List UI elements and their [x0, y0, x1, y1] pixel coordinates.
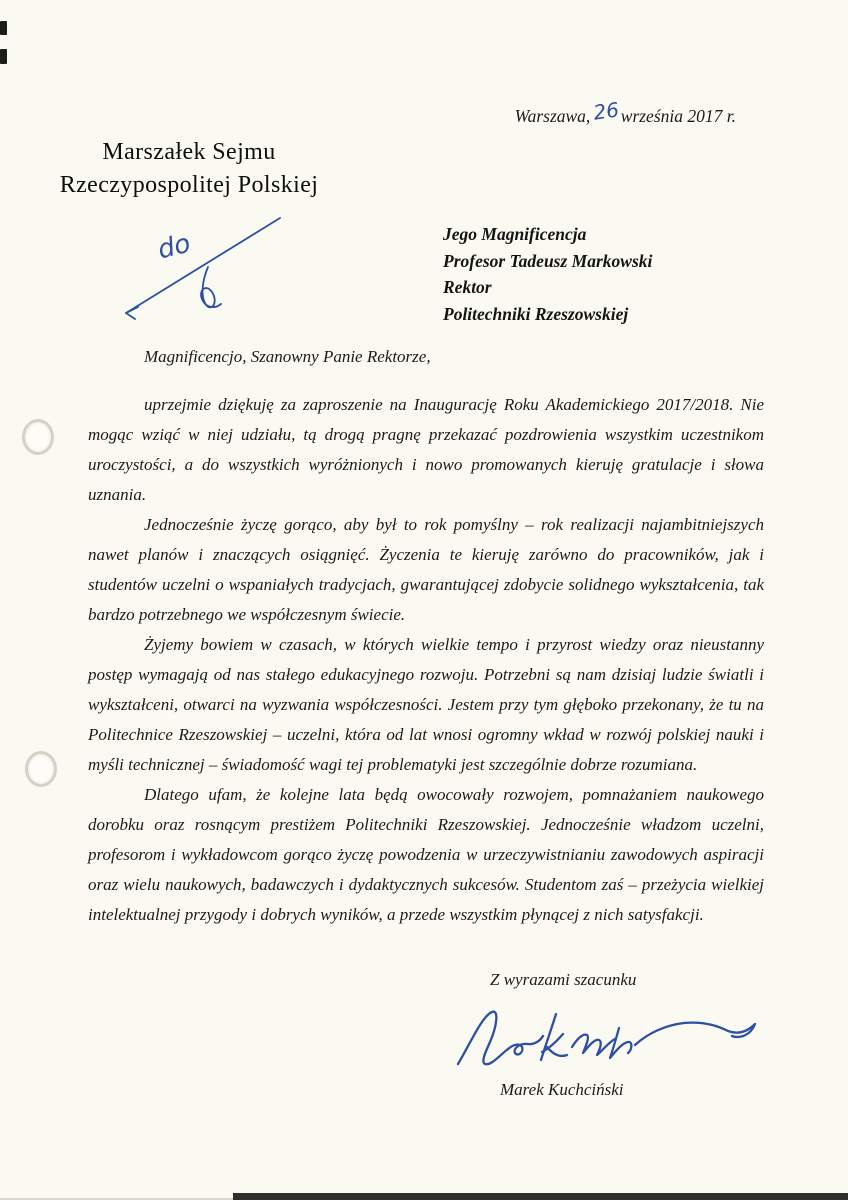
scan-bottom-bar: [233, 1193, 848, 1200]
letter-body: [88, 342, 764, 930]
signatory-name: Marek Kuchciński: [500, 1080, 624, 1099]
scan-edge-mark: [0, 21, 7, 35]
paragraph-2: Jednocześnie życzę gorąco, aby był to rok pomyślny – rok realizacji najambitniejszych nawet planów i znaczących osiągnięć. Życzenia te kieruję zarówno do pracowników, jak i studentów uczelni o wspaniałych tradycjach, gwarantującej zdobycie solidnego wykształcenia, tak bardzo potrzebnego we współczesnym świecie.: [88, 515, 764, 624]
recipient-block: [443, 221, 652, 327]
recipient-honorific: Jego Magnificencja: [443, 224, 587, 244]
date-city: Warszawa,: [514, 106, 591, 126]
scan-edge-mark: [0, 49, 7, 64]
signature-ink: [452, 1000, 764, 1086]
hole-punch-mark: [25, 751, 57, 787]
recipient-title: Rektor: [443, 277, 492, 297]
letterhead: [46, 136, 332, 202]
recipient-institution: Politechniki Rzeszowskiej: [443, 303, 629, 324]
handwritten-day: 26: [592, 97, 621, 125]
closing-phrase: Z wyrazami szacunku: [490, 970, 637, 989]
recipient-name: Profesor Tadeusz Markowski: [443, 250, 653, 271]
date-rest: września 2017 r.: [620, 106, 736, 126]
date-line: [356, 97, 736, 127]
paragraph-4: Dlatego ufam, że kolejne lata będą owocowały rozwojem, pomnażaniem naukowego dorobku oraz rosnącym prestiżem Politechniki Rzeszowskiej. Jednocześnie władzom uczelni, profesorom i wykładowcom gorąco życzę powodzenia w urzeczywistnianiu zawodowych aspiracji oraz wielu naukowych, badawczych i dydaktycznych sukcesów. Studentom zaś – przeżycia wielkiej intelektualnej przygody i dobrych wyników, a przede wszystkim płynącej z nich satysfakcji.: [88, 785, 764, 924]
annotation-do-label: do: [154, 228, 194, 266]
letterhead-title-line2: Rzeczypospolitej Polskiej: [59, 172, 319, 198]
paragraph-1: uprzejmie dziękuję za zaproszenie na Inaugurację Roku Akademickiego 2017/2018. Nie mogąc wziąć w niej udziału, tą drogą pragnę przekazać pozdrowienia wszystkim uczestnikom uroczystości, a do wszystkich wyróżnionych i nowo promowanych kieruję gratulacje i słowa uznania.: [88, 395, 764, 504]
paragraph-3: Żyjemy bowiem w czasach, w których wielkie tempo i przyrost wiedzy oraz nieustanny postęp wymagają od nas stałego edukacyjnego rozwoju. Potrzebni są nam dzisiaj ludzie światli i wykształceni, otwarci na wyzwania współczesności. Jestem przy tym głęboko przekonany, że tu na Politechnice Rzeszowskiej – uczelni, która od lat wnosi ogromny wkład w rozwój polskiej nauki i myśli technicznej – świadomość wagi tej problematyki jest szczególnie dobrze rozumiana.: [88, 635, 764, 774]
letterhead-title-line1: Marszałek Sejmu: [102, 139, 276, 165]
handwritten-annotation: [112, 210, 312, 322]
salutation: Magnificencjo, Szanowny Panie Rektorze,: [144, 347, 431, 366]
hole-punch-mark: [22, 419, 54, 455]
annotation-ink-strokes: [112, 210, 312, 322]
